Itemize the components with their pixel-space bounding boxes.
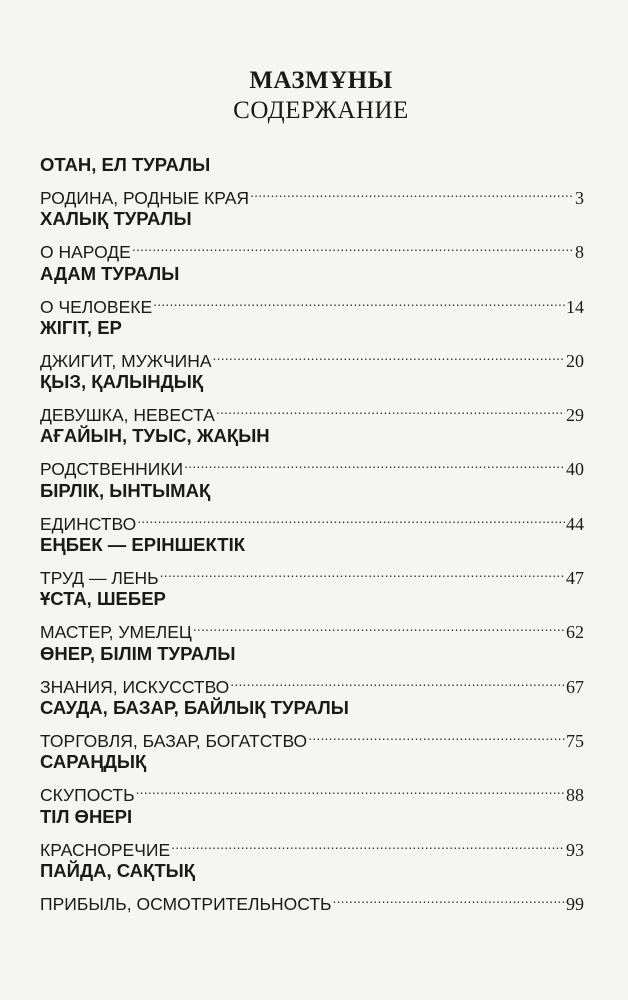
toc-heading: ЕҢБЕК — ЕРІНШЕКТІК	[40, 534, 245, 556]
toc-page-number: 14	[566, 296, 584, 317]
toc-line	[40, 287, 584, 317]
toc-page-number: 29	[566, 405, 584, 426]
toc-page-number: 99	[566, 893, 584, 914]
toc-subtitle: ПРИБЫЛЬ, ОСМОТРИТЕЛЬНОСТЬ	[40, 893, 332, 914]
toc-entry	[40, 206, 584, 263]
toc-page-number: 3	[575, 188, 584, 208]
dot-leader	[137, 504, 565, 530]
toc-page-number: 8	[575, 242, 584, 263]
toc-entry	[40, 369, 584, 426]
toc-line	[40, 341, 584, 371]
dot-leader	[193, 612, 565, 638]
toc-line	[40, 721, 584, 751]
toc-heading: ӨНЕР, БІЛІМ ТУРАЛЫ	[40, 642, 236, 664]
toc-heading: САУДА, БАЗАР, БАЙЛЫҚ ТУРАЛЫ	[40, 696, 349, 718]
dot-leader	[213, 341, 565, 367]
toc-entry	[40, 749, 584, 806]
toc-heading: ЖІГІТ, ЕР	[40, 316, 122, 338]
toc-subtitle: О ЧЕЛОВЕКЕ	[40, 296, 153, 317]
toc-subtitle: РОДСТВЕННИКИ	[40, 459, 184, 480]
dot-leader	[160, 558, 565, 584]
toc-heading: ТІЛ ӨНЕРІ	[40, 805, 133, 827]
toc-entry	[40, 423, 584, 480]
toc-entry	[40, 804, 584, 858]
dot-leader	[171, 830, 565, 856]
toc-page-number: 88	[566, 785, 584, 806]
toc-line	[40, 775, 584, 806]
toc-heading: САРАҢДЫҚ	[40, 751, 147, 773]
page-title: МАЗМҰНЫ	[249, 67, 393, 94]
toc-page-number: 75	[566, 730, 584, 751]
toc-subtitle: ТОРГОВЛЯ, БАЗАР, БОГАТСТВО	[40, 730, 308, 751]
toc-line	[40, 558, 584, 589]
toc-subtitle: ЗНАНИЯ, ИСКУССТВО	[40, 676, 230, 697]
table-of-contents	[40, 152, 584, 912]
toc-subtitle: СКУПОСТЬ	[40, 785, 135, 806]
toc-entry	[40, 586, 584, 643]
dot-leader	[216, 395, 565, 421]
toc-subtitle: МАСТЕР, УМЕЛЕЦ	[40, 622, 192, 643]
toc-line	[40, 667, 584, 697]
toc-entry	[40, 858, 584, 912]
toc-page-number: 40	[566, 459, 584, 480]
dot-leader	[132, 232, 574, 258]
toc-line	[40, 504, 584, 534]
toc-entry	[40, 478, 584, 532]
toc-heading: ҚЫЗ, ҚАЛЫНДЫҚ	[40, 371, 204, 393]
dot-leader	[250, 178, 574, 204]
toc-heading: ОТАН, ЕЛ ТУРАЛЫ	[40, 154, 211, 175]
toc-subtitle: ДЕВУШКА, НЕВЕСТА	[40, 405, 215, 426]
toc-line	[40, 612, 584, 643]
toc-entry	[40, 152, 584, 206]
toc-heading: АДАМ ТУРАЛЫ	[40, 262, 180, 284]
dot-leader	[153, 287, 565, 313]
toc-line	[40, 232, 584, 263]
dot-leader	[333, 884, 566, 910]
dot-leader	[136, 775, 565, 801]
toc-line	[40, 178, 584, 208]
toc-subtitle: КРАСНОРЕЧИЕ	[40, 839, 171, 860]
page-titles	[0, 66, 628, 126]
toc-entry	[40, 532, 584, 589]
dot-leader	[308, 721, 565, 747]
toc-entry	[40, 315, 584, 369]
toc-page-number: 44	[566, 513, 584, 534]
page-subtitle: СОДЕРЖАНИЕ	[233, 97, 409, 124]
dot-leader	[230, 667, 565, 693]
toc-heading: БІРЛІК, ЫНТЫМАҚ	[40, 479, 211, 501]
toc-line	[40, 830, 584, 860]
toc-subtitle: О НАРОДЕ	[40, 242, 131, 263]
toc-page-number: 47	[566, 568, 584, 589]
toc-page-number: 62	[566, 622, 584, 643]
toc-heading: АҒАЙЫН, ТУЫС, ЖАҚЫН	[40, 425, 270, 447]
toc-line	[40, 884, 584, 914]
toc-subtitle: ЕДИНСТВО	[40, 513, 137, 534]
toc-line	[40, 449, 584, 480]
dot-leader	[184, 449, 565, 475]
toc-page-number: 93	[566, 839, 584, 860]
toc-heading: ХАЛЫҚ ТУРАЛЫ	[40, 208, 192, 230]
toc-subtitle: ДЖИГИТ, МУЖЧИНА	[40, 350, 212, 371]
toc-page-number: 67	[566, 676, 584, 697]
toc-entry	[40, 641, 584, 695]
toc-line	[40, 395, 584, 426]
toc-heading: ҰСТА, ШЕБЕР	[40, 588, 166, 610]
toc-entry	[40, 261, 584, 315]
toc-entry	[40, 695, 584, 749]
toc-heading: ПАЙДА, САҚТЫҚ	[40, 859, 196, 881]
toc-subtitle: РОДИНА, РОДНЫЕ КРАЯ	[40, 188, 250, 208]
toc-subtitle: ТРУД — ЛЕНЬ	[40, 568, 159, 589]
toc-page-number: 20	[566, 350, 584, 371]
